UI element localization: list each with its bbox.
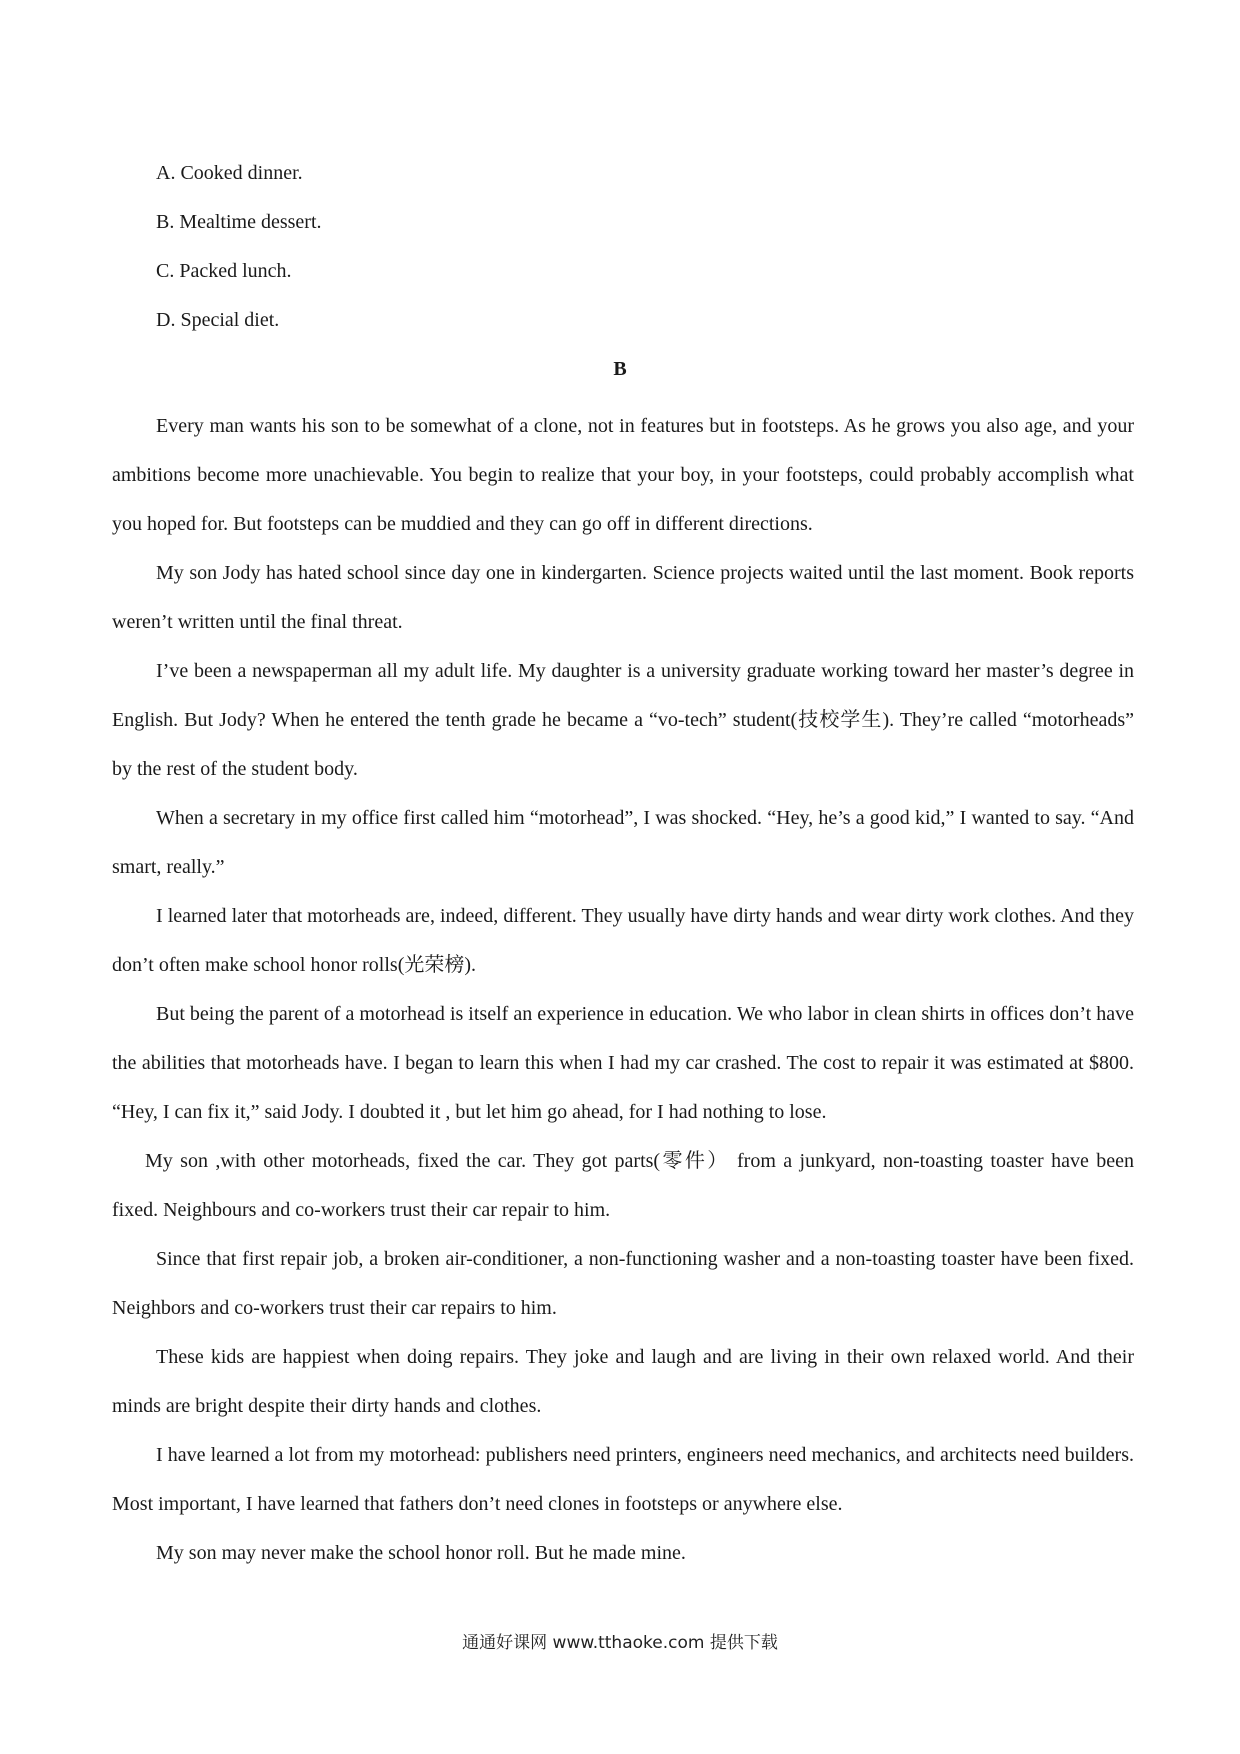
- paragraph: I have learned a lot from my motorhead: publishers need printers, engineers need mechanics, and architects need builders. Most important, I have learned that fathers don’t need clones in footsteps or anywhere else.: [112, 1444, 1134, 1515]
- reading-passage: [112, 402, 1134, 1578]
- paragraph: I’ve been a newspaperman all my adult life. My daughter is a university graduate working toward her master’s degree in English. But Jody? When he entered the tenth grade he became a “vo-tech” student(技校学生). They’re called “motorheads” by the rest of the student body.: [112, 660, 1134, 780]
- option-b: B. Mealtime dessert.: [156, 211, 322, 233]
- option-c: C. Packed lunch.: [156, 260, 292, 282]
- paragraph: Since that first repair job, a broken air-conditioner, a non-functioning washer and a non-toasting toaster have been fixed. Neighbors and co-workers trust their car repairs to him.: [112, 1248, 1134, 1319]
- paragraph: When a secretary in my office first called him “motorhead”, I was shocked. “Hey, he’s a good kid,” I wanted to say. “And smart, really.”: [112, 807, 1134, 878]
- section-title: B: [613, 358, 627, 380]
- answer-options: [156, 158, 756, 354]
- option-a: A. Cooked dinner.: [156, 162, 303, 184]
- paragraph: But being the parent of a motorhead is itself an experience in education. We who labor in clean shirts in offices don’t have the abilities that motorheads have. I began to learn this when I had my car crashed. The cost to repair it was estimated at $800. “Hey, I can fix it,” said Jody. I doubted it , but let him go ahead, for I had nothing to lose.: [112, 1003, 1134, 1123]
- paragraph: My son may never make the school honor roll. But he made mine.: [156, 1542, 686, 1564]
- paragraph: These kids are happiest when doing repairs. They joke and laugh and are living in their own relaxed world. And their minds are bright despite their dirty hands and clothes.: [112, 1346, 1134, 1417]
- paragraph: My son Jody has hated school since day one in kindergarten. Science projects waited until the last moment. Book reports weren’t written until the final threat.: [112, 562, 1134, 633]
- option-d: D. Special diet.: [156, 309, 280, 331]
- paragraph: Every man wants his son to be somewhat of a clone, not in features but in footsteps. As he grows you also age, and your ambitions become more unachievable. You begin to realize that your boy, in your footsteps, could probably accomplish what you hoped for. But footsteps can be muddied and they can go off in different directions.: [112, 415, 1134, 535]
- paragraph: I learned later that motorheads are, indeed, different. They usually have dirty hands and wear dirty work clothes. And they don’t often make school honor rolls(光荣榜).: [112, 905, 1134, 976]
- page-footer: 通通好课网 www.tthaoke.com 提供下载: [462, 1633, 778, 1653]
- paragraph: My son ,with other motorheads, fixed the car. They got parts(零件） from a junkyard, non-toasting toaster have been fixed. Neighbours and co-workers trust their car repair to him.: [112, 1150, 1134, 1221]
